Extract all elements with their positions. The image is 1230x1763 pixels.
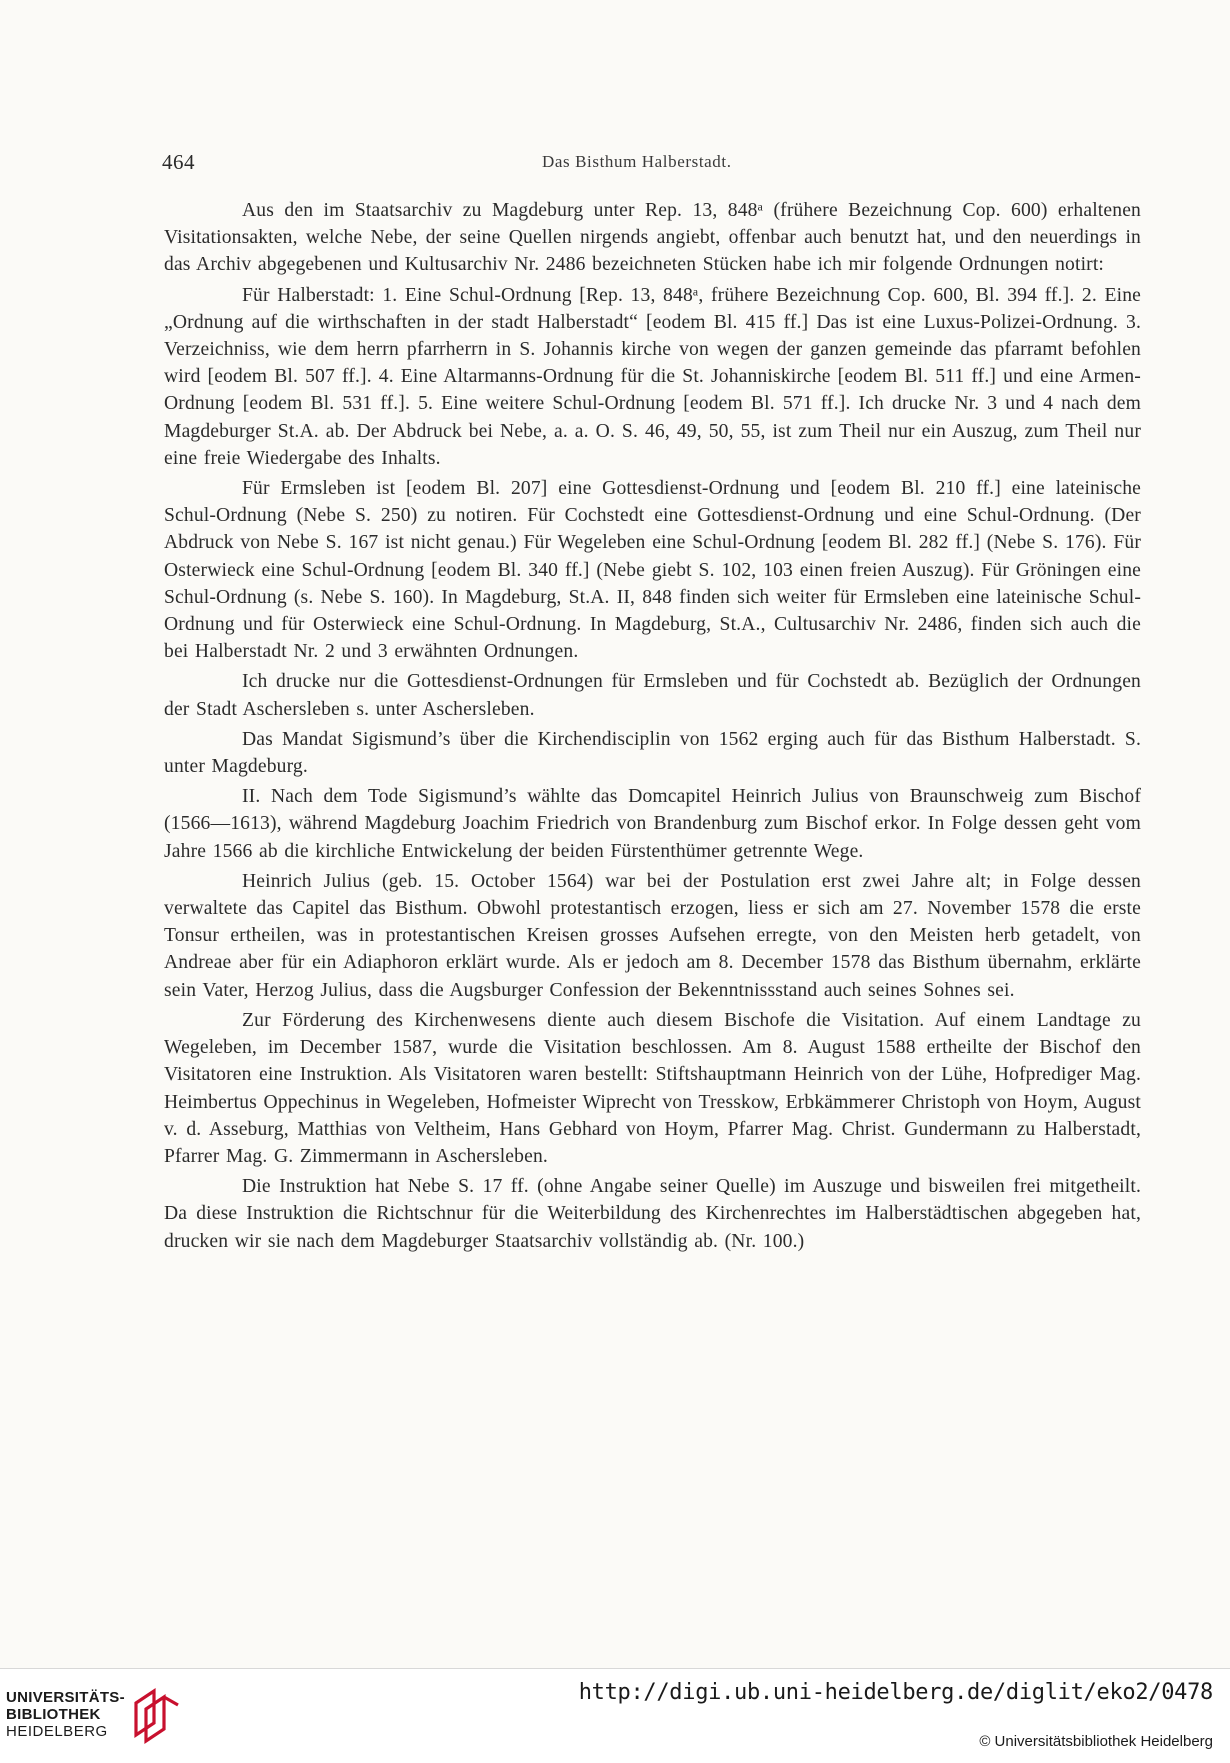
copyright-notice: © Universitätsbibliothek Heidelberg [979, 1733, 1213, 1750]
library-seal-icon [126, 1683, 188, 1745]
paragraph: Die Instruktion hat Nebe S. 17 ff. (ohne Angabe seiner Quelle) im Auszuge und bisweilen frei mitgetheilt. Da diese Instruktion die Richtschnur für die Weiterbildung des Kirchenrechtes im Halberstädtischen abgegeben hat, drucken wir sie nach dem Magdeburger Staatsarchiv vollständig ab. (Nr. 100.) [164, 1176, 1141, 1252]
logo-line-3: HEIDELBERG [6, 1723, 108, 1740]
running-title: Das Bisthum Halberstadt. [542, 152, 732, 171]
paragraph: Ich drucke nur die Gottesdienst-Ordnungen für Ermsleben und für Cochstedt ab. Bezüglich der Ordnungen der Stadt Aschersleben s. unter Aschersleben. [164, 671, 1141, 720]
paragraph: II. Nach dem Tode Sigismund’s wählte das Domcapitel Heinrich Julius von Braunschweig zum Bischof (1566—1613), während Magdeburg Joachim Friedrich von Brandenburg zum Bischof erkor. In Folge dessen geht vom Jahre 1566 ab die kirchliche Entwickelung der beiden Fürstenthümer getrennte Wege. [164, 786, 1141, 862]
paragraph: Zur Förderung des Kirchenwesens diente auch diesem Bischofe die Visitation. Auf einem Landtage zu Wegeleben, im December 1587, wurde die Visitation beschlossen. Am 8. August 1588 ertheilte der Bischof den Visitatoren eine Instruktion. Als Visitatoren waren bestellt: Stiftshauptmann Heinrich von der Lühe, Hofprediger Mag. Heimbertus Oppechinus in Wegeleben, Hofmeister Wiprecht von Tresskow, Erbkämmerer Christoph von Hoym, August v. d. Asseburg, Matthias von Veltheim, Hans Gebhard von Hoym, Pfarrer Mag. Christ. Gundermann zu Halberstadt, Pfarrer Mag. G. Zimmermann in Aschersleben. [164, 1009, 1141, 1167]
paragraph: Heinrich Julius (geb. 15. October 1564) war bei der Postulation erst zwei Jahre alt; in Folge dessen verwaltete das Capitel das Bisthum. Obwohl protestantisch erzogen, liess er sich am 27. November 1578 die erste Tonsur ertheilen, was in protestantischen Kreisen grosses Aufsehen erregte, von den Meisten herb getadelt, von Andreae aber für ein Adiaphoron erklärt wurde. Als er jedoch am 8. December 1578 das Bisthum übernahm, erklärte sein Vater, Herzog Julius, dass die Augsburger Confession der Bekenntnissstand auch seines Sohnes sei. [164, 870, 1141, 1001]
library-logo[interactable] [6, 1689, 236, 1749]
page-header [162, 150, 1142, 178]
logo-line-1: UNIVERSITÄTS- [6, 1689, 125, 1706]
body-text [164, 197, 1141, 1258]
paragraph: Das Mandat Sigismund’s über die Kirchendisciplin von 1562 erging auch für das Bisthum Halberstadt. S. unter Magdeburg. [164, 728, 1141, 778]
paragraph: Für Halberstadt: 1. Eine Schul-Ordnung [Rep. 13, 848ᵃ, frühere Bezeichnung Cop. 600, Bl. 394 ff.]. 2. Eine „Ordnung auf die wirthschaften in der stadt Halberstadt“ [eodem Bl. 415 ff.] Das ist eine Luxus-Polizei-Ordnung. 3. Verzeichniss, wie dem herrn pfarrherrn in S. Johannis kirche von wegen der ganzen gemeinde das pfarramt befohlen wird [eodem Bl. 507 ff.]. 4. Eine Altarmanns-Ordnung für die St. Johanniskirche [eodem Bl. 511 ff.] und eine Armen-Ordnung [eodem Bl. 531 ff.]. 5. Eine weitere Schul-Ordnung [eodem Bl. 571 ff.]. Ich drucke Nr. 3 und 4 nach dem Magdeburger St.A. ab. Der Abdruck bei Nebe, a. a. O. S. 46, 49, 50, 55, ist zum Theil nur ein Auszug, zum Theil nur eine freie Wiedergabe des Inhalts. [164, 284, 1141, 469]
paragraph: Aus den im Staatsarchiv zu Magdeburg unter Rep. 13, 848ᵃ (frühere Bezeichnung Cop. 600) erhaltenen Visitationsakten, welche Nebe, der seine Quellen nirgends angiebt, offenbar auch benutzt hat, und den neuerdings in das Archiv abgegebenen und Kultusarchiv Nr. 2486 bezeichneten Stücken habe ich mir folgende Ordnungen notirt: [164, 200, 1141, 276]
source-url-link[interactable]: http://digi.ub.uni-heidelberg.de/diglit/eko2/0478 [578, 1680, 1213, 1705]
logo-text [6, 1689, 125, 1740]
logo-line-2: BIBLIOTHEK [6, 1706, 101, 1723]
page-number: 464 [162, 150, 195, 174]
footer [0, 1669, 1230, 1763]
paragraph: Für Ermsleben ist [eodem Bl. 207] eine Gottesdienst-Ordnung und [eodem Bl. 210 ff.] eine lateinische Schul-Ordnung (Nebe S. 250) zu notiren. Für Cochstedt eine Gottesdienst-Ordnung und eine Schul-Ordnung. (Der Abdruck von Nebe S. 167 ist nicht genau.) Für Wegeleben eine Schul-Ordnung [eodem Bl. 282 ff.] (Nebe S. 176). Für Osterwieck eine Schul-Ordnung [eodem Bl. 340 ff.] (Nebe giebt S. 102, 103 einen freien Auszug). Für Gröningen eine Schul-Ordnung (s. Nebe S. 160). In Magdeburg, St.A. II, 848 finden sich weiter für Ermsleben eine lateinische Schul-Ordnung und für Osterwieck eine Schul-Ordnung. In Magdeburg, St.A., Cultusarchiv Nr. 2486, finden sich auch die bei Halberstadt Nr. 2 und 3 erwähnten Ordnungen. [164, 478, 1141, 663]
